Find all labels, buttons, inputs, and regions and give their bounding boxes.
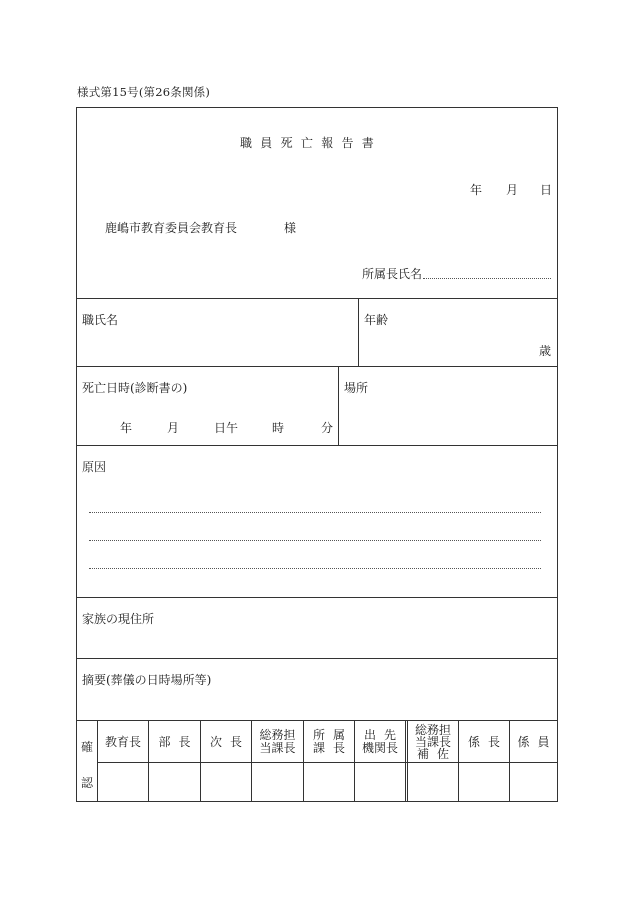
divider bbox=[358, 298, 359, 366]
approver-shutsusaki bbox=[355, 721, 405, 762]
divider bbox=[338, 366, 339, 445]
approver-somu-hosa-a: 補 bbox=[417, 746, 430, 761]
confirm-char-2: 認 bbox=[81, 776, 94, 790]
family-address-label: 家族の現住所 bbox=[82, 612, 155, 626]
divider bbox=[97, 762, 558, 763]
divider bbox=[405, 720, 406, 802]
approver-bucho bbox=[149, 721, 200, 762]
approver-bucho-b: 長 bbox=[178, 735, 191, 749]
divider bbox=[76, 658, 558, 659]
cause-label: 原因 bbox=[82, 460, 107, 474]
approver-jicho-b: 長 bbox=[229, 735, 242, 749]
death-year-unit: 年 bbox=[120, 421, 133, 435]
cause-line-1[interactable] bbox=[89, 512, 541, 513]
cause-line-3[interactable] bbox=[89, 568, 541, 569]
approver-kakariin bbox=[510, 721, 557, 762]
approver-kakariin-a: 係 bbox=[517, 735, 530, 749]
date-day: 日 bbox=[540, 183, 553, 197]
death-month-unit: 月 bbox=[167, 421, 180, 435]
death-hour-unit: 時 bbox=[272, 421, 285, 435]
approver-shutsusaki-c: 機関長 bbox=[361, 740, 398, 755]
approver-somu-hosa-line2: 当課長 bbox=[414, 734, 451, 749]
approver-somu-kacho bbox=[252, 721, 303, 762]
principal-name-line[interactable] bbox=[423, 278, 551, 279]
approver-shozoku-d: 長 bbox=[332, 740, 345, 755]
form-frame bbox=[76, 107, 558, 802]
addressee: 鹿嶋市教育委員会教育長 bbox=[105, 221, 238, 235]
approver-kakaricho-a: 係 bbox=[468, 735, 481, 749]
divider bbox=[76, 298, 558, 299]
death-day-ampm-unit: 日午 bbox=[214, 421, 239, 435]
age-unit: 歳 bbox=[539, 344, 552, 358]
form-number: 様式第15号(第26条関係) bbox=[77, 85, 211, 99]
approver-jicho-a: 次 bbox=[210, 735, 223, 749]
approver-shozoku-a: 所 bbox=[313, 727, 326, 742]
place-label: 場所 bbox=[344, 381, 369, 395]
summary-label: 摘要(葬儀の日時場所等) bbox=[82, 673, 212, 687]
approver-somu-hosa-line1: 総務担 bbox=[414, 722, 451, 737]
approver-somu-hosa-b: 佐 bbox=[436, 746, 449, 761]
age-label: 年齢 bbox=[364, 313, 389, 327]
approver-shozoku-c: 課 bbox=[313, 740, 326, 755]
cause-line-2[interactable] bbox=[89, 540, 541, 541]
divider bbox=[76, 366, 558, 367]
approver-superintendent: 教育長 bbox=[104, 735, 141, 749]
date-year: 年 bbox=[470, 183, 483, 197]
approver-somu-kacho-line1: 総務担 bbox=[259, 727, 296, 742]
divider bbox=[76, 445, 558, 446]
approver-kakaricho bbox=[459, 721, 509, 762]
principal-name-label: 所属長氏名 bbox=[362, 267, 423, 281]
approver-bucho-a: 部 bbox=[158, 735, 171, 749]
approver-shutsusaki-b: 先 bbox=[383, 727, 396, 742]
approver-jicho bbox=[201, 721, 251, 762]
honorific: 様 bbox=[284, 221, 297, 235]
staff-name-label: 職氏名 bbox=[82, 313, 119, 327]
approver-kakariin-b: 員 bbox=[537, 735, 550, 749]
approver-shozoku-b: 属 bbox=[332, 727, 345, 742]
approver-shozoku-kacho bbox=[304, 721, 354, 762]
divider bbox=[76, 597, 558, 598]
form-title: 職員死亡報告書 bbox=[240, 136, 383, 150]
confirm-char-1: 確 bbox=[81, 740, 94, 754]
approver-shutsusaki-a: 出 bbox=[364, 727, 377, 742]
death-minute-unit: 分 bbox=[321, 421, 334, 435]
approver-kakaricho-b: 長 bbox=[487, 735, 500, 749]
date-month: 月 bbox=[506, 183, 519, 197]
approver-somu-kacho-line2: 当課長 bbox=[259, 740, 296, 755]
approver-somu-hosa bbox=[408, 721, 458, 762]
death-datetime-label: 死亡日時(診断書の) bbox=[82, 381, 188, 395]
